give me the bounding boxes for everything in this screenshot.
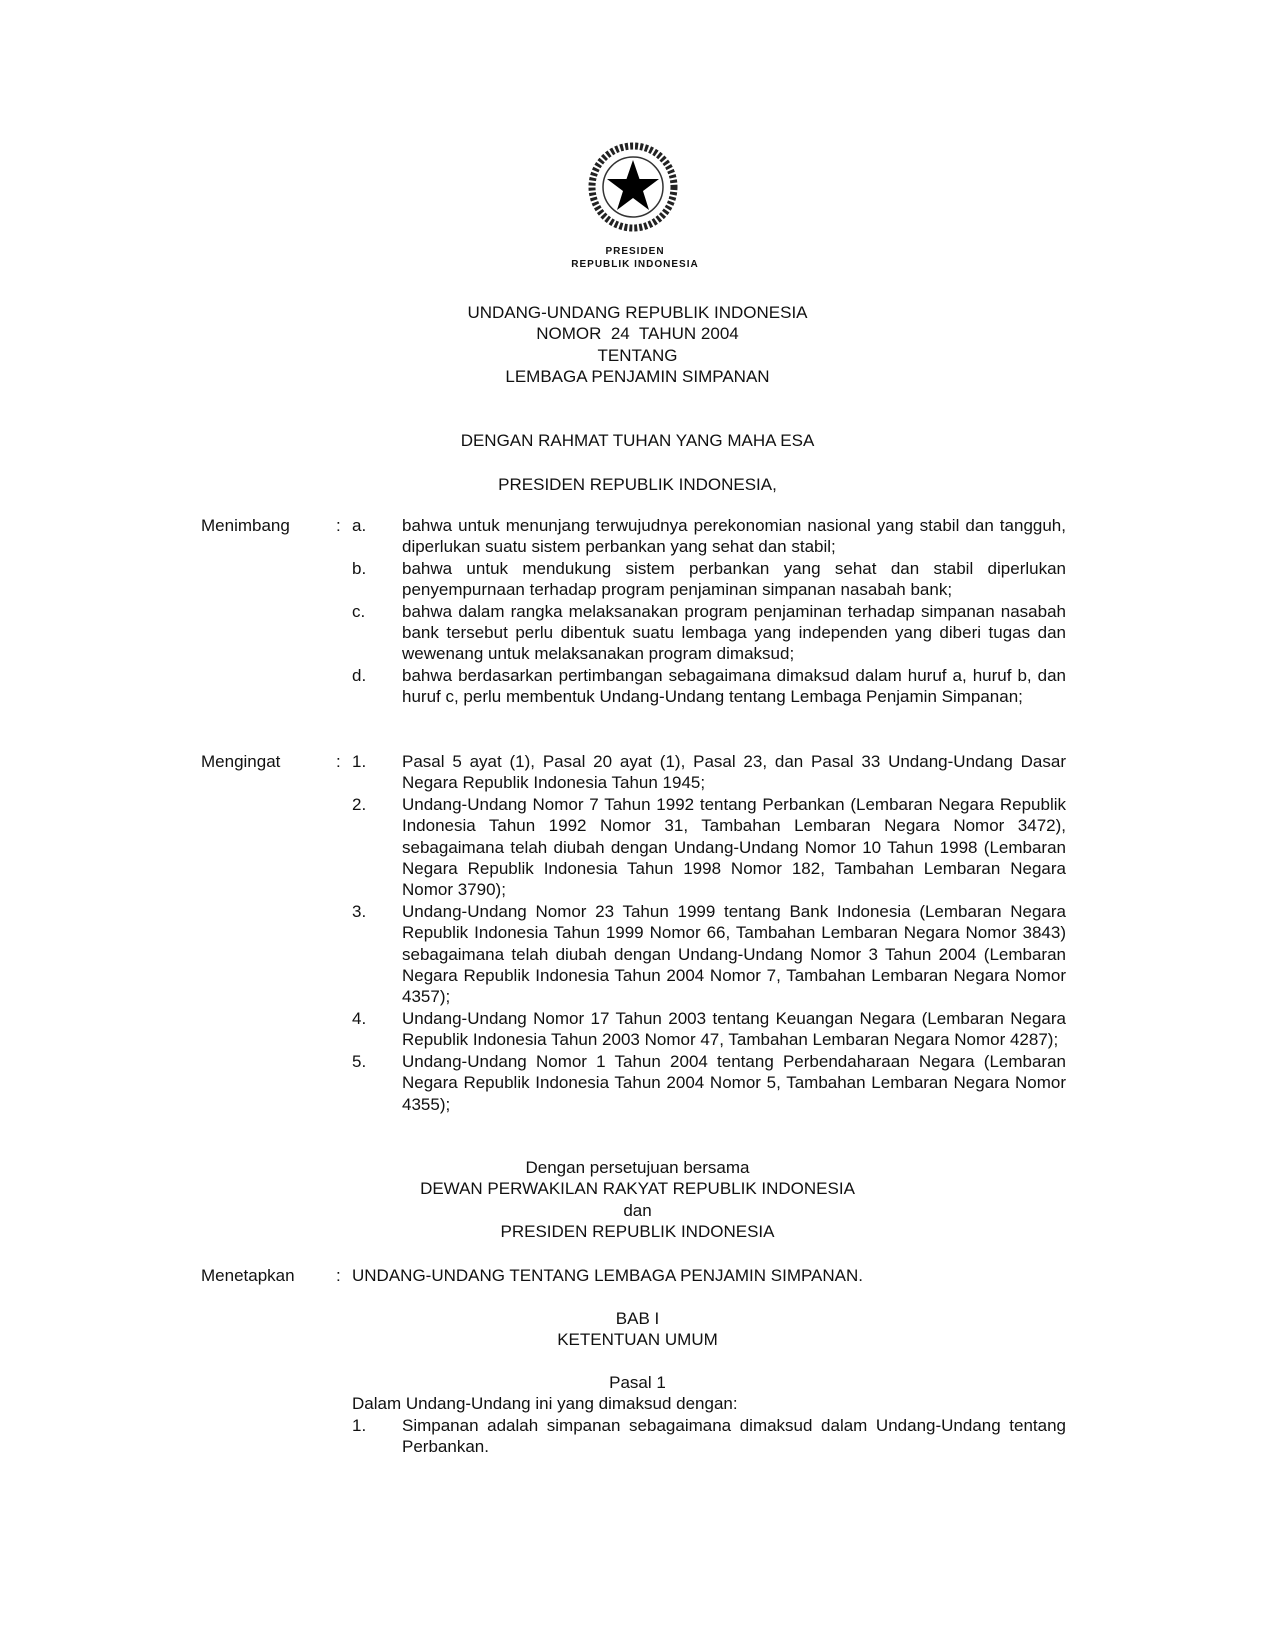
president-heading: PRESIDEN REPUBLIK INDONESIA,: [498, 475, 777, 494]
list-item-text: bahwa dalam rangka melaksanakan program penjaminan terhadap simpanan nasabah bank tersebut perlu dibentuk suatu lembaga yang independen yang diberi tugas dan wewenang untuk melaksanakan program dimaksud;: [402, 601, 1066, 664]
list-item-text: bahwa untuk menunjang terwujudnya perekonomian nasional yang stabil dan tangguh, diperlukan suatu sistem perbankan yang sehat dan stabil;: [402, 516, 1066, 557]
seal-caption-line2: REPUBLIK INDONESIA: [571, 259, 699, 270]
list-item-text: bahwa berdasarkan pertimbangan sebagaimana dimaksud dalam huruf a, huruf b, dan huruf c, perlu membentuk Undang-Undang tentang Lembaga Penjamin Simpanan;: [402, 665, 1066, 707]
chapter-heading: [0, 1308, 1275, 1351]
item-marker: 1.: [352, 752, 367, 771]
item-marker: 4.: [352, 1008, 367, 1028]
mengingat-section: Mengingat : 1. Pasal 5 ayat (1), Pasal 20 ayat (1), Pasal 23, dan Pasal 33 Undang-Undang Dasar Negara Republik Indonesia Tahun 1945; 2. Undang-Undang Nomor 7 Tahun 1992 tentang Perbankan (Lembaran Negara Republik Indonesia Tahun 1992 Nomor 31, Tambahan Lembaran Negara Nomor 3472), sebagaimana telah diubah dengan Undang-Undang Nomor 10 Tahun 1998 (Lembaran Negara Republik Indonesia Tahun 1998 Nomor 182, Tambahan Lembaran Negara Nomor 3790); 3. Undang-Undang Nomor 23 Tahun 1999 tentang Bank Indonesia (Lembaran Negara Republik Indonesia Tahun 1999 Nomor 66, Tambahan Lembaran Negara Nomor 3843) sebagaimana telah diubah dengan Undang-Undang Nomor 3 Tahun 2004 (Lembaran Negara Republik Indonesia Tahun 2004 Nomor 7, Tambahan Lembaran Negara Nomor 4357); 4. Undang-Undang Nomor 17 Tahun 2003 tentang Keuangan Negara (Lembaran Negara Republik Indonesia Tahun 2003 Nomor 47, Tambahan Lembaran Negara Nomor 4287); 5. Undang-Undang Nomor 1 Tahun 2004 tentang Perbendaharaan Negara (Lembaran Negara Republik Indonesia Tahun 2004 Nomor 5, Tambahan Lembaran Negara Nomor 4355);: [201, 752, 1066, 1114]
title-line: NOMOR 24 TAHUN 2004: [536, 324, 739, 344]
menetapkan-text: UNDANG-UNDANG TENTANG LEMBAGA PENJAMIN SIMPANAN.: [352, 1266, 864, 1285]
document-title: [0, 302, 1275, 388]
list-item-text: Simpanan adalah simpanan sebagaimana dimaksud dalam Undang-Undang tentang Perbankan.: [402, 1416, 1066, 1457]
title-line: LEMBAGA PENJAMIN SIMPANAN: [505, 367, 770, 387]
invocation: DENGAN RAHMAT TUHAN YANG MAHA ESA: [460, 431, 815, 450]
list-item-text: Undang-Undang Nomor 23 Tahun 1999 tentang Bank Indonesia (Lembaran Negara Republik Indonesia Tahun 1999 Nomor 66, Tambahan Lembaran Negara Nomor 3843) sebagaimana telah diubah dengan Undang-Undang Nomor 3 Tahun 2004 (Lembaran Negara Republik Indonesia Tahun 2004 Nomor 7, Tambahan Lembaran Negara Nomor 4357);: [402, 901, 1066, 1007]
item-marker: 2.: [352, 794, 367, 814]
list-item-text: Undang-Undang Nomor 7 Tahun 1992 tentang Perbankan (Lembaran Negara Republik Indonesia Tahun 1992 Nomor 31, Tambahan Lembaran Negara Nomor 3472), sebagaimana telah diubah dengan Undang-Undang Nomor 10 Tahun 1998 (Lembaran Negara Republik Indonesia Tahun 1998 Nomor 182, Tambahan Lembaran Negara Nomor 3790);: [402, 794, 1066, 900]
item-marker: c.: [352, 601, 366, 621]
chapter-title: KETENTUAN UMUM: [557, 1330, 718, 1350]
list-item-text: Pasal 5 ayat (1), Pasal 20 ayat (1), Pasal 23, dan Pasal 33 Undang-Undang Dasar Negara Republik Indonesia Tahun 1945;: [402, 752, 1066, 793]
list-item-text: bahwa untuk mendukung sistem perbankan yang sehat dan stabil diperlukan penyempurnaan terhadap program penjaminan simpanan nasabah bank;: [402, 558, 1066, 600]
article-title: Pasal 1: [609, 1373, 666, 1392]
item-marker: 1.: [352, 1416, 367, 1435]
approval-block: [0, 1157, 1275, 1243]
approval-line: dan: [623, 1200, 652, 1220]
section-label: Mengingat: [201, 752, 281, 771]
chapter-number: BAB I: [615, 1309, 660, 1328]
seal-caption: [540, 245, 730, 271]
list-item-text: Undang-Undang Nomor 17 Tahun 2003 tentang Keuangan Negara (Lembaran Negara Republik Indonesia Tahun 2003 Nomor 47, Tambahan Lembaran Negara Nomor 4287);: [402, 1008, 1066, 1050]
section-label: Menetapkan: [201, 1266, 295, 1285]
garuda-seal-icon: [586, 141, 680, 233]
approval-line: DEWAN PERWAKILAN RAKYAT REPUBLIK INDONESIA: [420, 1179, 855, 1199]
item-marker: b.: [352, 558, 367, 578]
item-marker: d.: [352, 665, 367, 685]
article-item: [352, 1415, 1066, 1458]
menimbang-section: Menimbang : a. bahwa untuk menunjang terwujudnya perekonomian nasional yang stabil dan tangguh, diperlukan suatu sistem perbankan yang sehat dan stabil; b. bahwa untuk mendukung sistem perbankan yang sehat dan stabil diperlukan penyempurnaan terhadap program penjaminan simpanan nasabah bank; c. bahwa dalam rangka melaksanakan program penjaminan terhadap simpanan nasabah bank tersebut perlu dibentuk suatu lembaga yang independen yang diberi tugas dan wewenang untuk melaksanakan program dimaksud; d. bahwa berdasarkan pertimbangan sebagaimana dimaksud dalam huruf a, huruf b, dan huruf c, perlu membentuk Undang-Undang tentang Lembaga Penjamin Simpanan;: [201, 516, 1066, 707]
list-item-text: Undang-Undang Nomor 1 Tahun 2004 tentang Perbendaharaan Negara (Lembaran Negara Republik Indonesia Tahun 2004 Nomor 5, Tambahan Lembaran Negara Nomor 4355);: [402, 1051, 1066, 1114]
title-line: UNDANG-UNDANG REPUBLIK INDONESIA: [467, 303, 808, 322]
article-intro: Dalam Undang-Undang ini yang dimaksud dengan:: [352, 1394, 738, 1413]
approval-line: Dengan persetujuan bersama: [525, 1158, 750, 1177]
approval-line: PRESIDEN REPUBLIK INDONESIA: [500, 1222, 775, 1242]
item-marker: 3.: [352, 901, 367, 921]
seal-caption-line1: PRESIDEN: [605, 246, 665, 257]
menetapkan-section: Menetapkan : UNDANG-UNDANG TENTANG LEMBAGA PENJAMIN SIMPANAN.: [201, 1266, 864, 1285]
item-marker: 5.: [352, 1051, 367, 1071]
title-line: TENTANG: [597, 345, 678, 365]
item-marker: a.: [352, 516, 367, 535]
section-label: Menimbang: [201, 516, 290, 535]
